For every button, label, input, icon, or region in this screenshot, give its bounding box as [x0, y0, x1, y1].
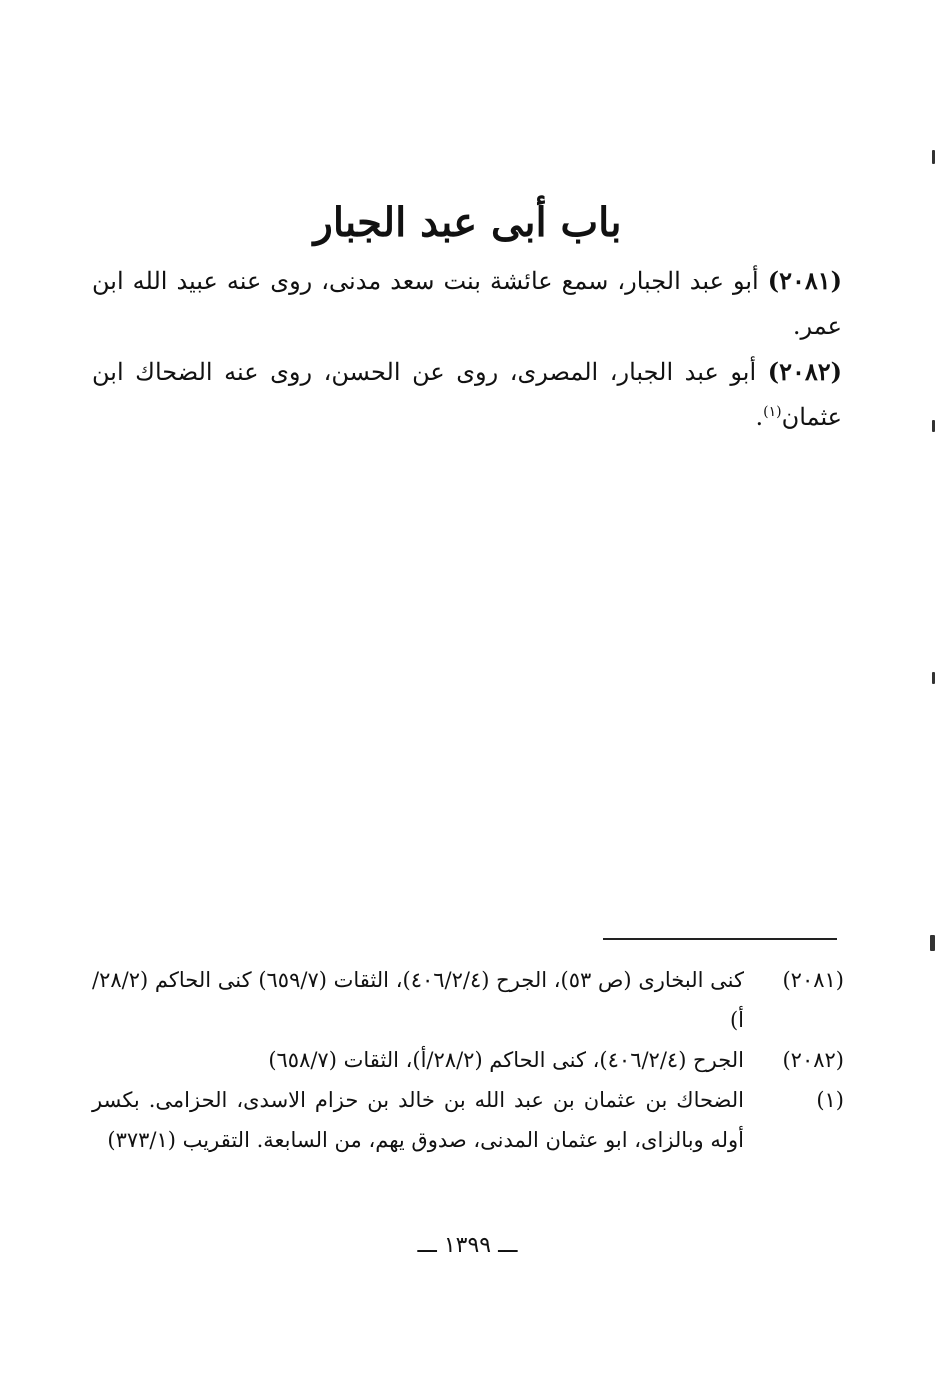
footnote-separator	[603, 938, 837, 940]
footnote-text: الضحاك بن عثمان بن عبد الله بن خالد بن حزام الاسدى، الحزامى. بكسر أوله وبالزاى، ابو عثمان المدنى، صدوق يهم، من السابعة. التقريب (٣٧٣/١)	[92, 1088, 744, 1152]
footnotes-section	[92, 960, 844, 1160]
footnote-2082	[92, 1040, 844, 1080]
scan-edge-mark	[930, 935, 935, 951]
footnote-text: كنى البخارى (ص ٥٣)، الجرح (٤٠٦/٢/٤)، الثقات (٦٥٩/٧) كنى الحاكم (٢٨/٢/أ)	[92, 968, 744, 1032]
footnote-1	[92, 1080, 844, 1160]
footnote-label: (١)	[816, 1088, 844, 1112]
entry-number: (٢٠٨١)	[767, 266, 842, 295]
entry-text: أبو عبد الجبار، سمع عائشة بنت سعد مدنى، روى عنه عبيد الله ابن عمر.	[92, 267, 842, 340]
page-number: ـــ ١٣٩٩ ـــ	[417, 1233, 518, 1258]
footnote-label: (٢٠٨١)	[782, 968, 844, 992]
footnote-text: الجرح (٤٠٦/٢/٤)، كنى الحاكم (٢٨/٢/أ)، الثقات (٦٥٨/٧)	[268, 1048, 744, 1072]
entry-2081	[92, 258, 842, 349]
footnote-2081	[92, 960, 844, 1040]
entry-end-punctuation: .	[755, 403, 764, 431]
footnote-label: (٢٠٨٢)	[782, 1048, 844, 1072]
entry-number: (٢٠٨٢)	[767, 357, 842, 386]
entry-text: أبو عبد الجبار، المصرى، روى عن الحسن، روى عنه الضحاك ابن عثمان	[92, 358, 842, 431]
entry-2082	[92, 349, 842, 440]
chapter-title: باب أبى عبد الجبار	[313, 198, 622, 246]
entries-section	[92, 258, 842, 440]
footnote-reference[interactable]: (١)	[763, 404, 782, 420]
